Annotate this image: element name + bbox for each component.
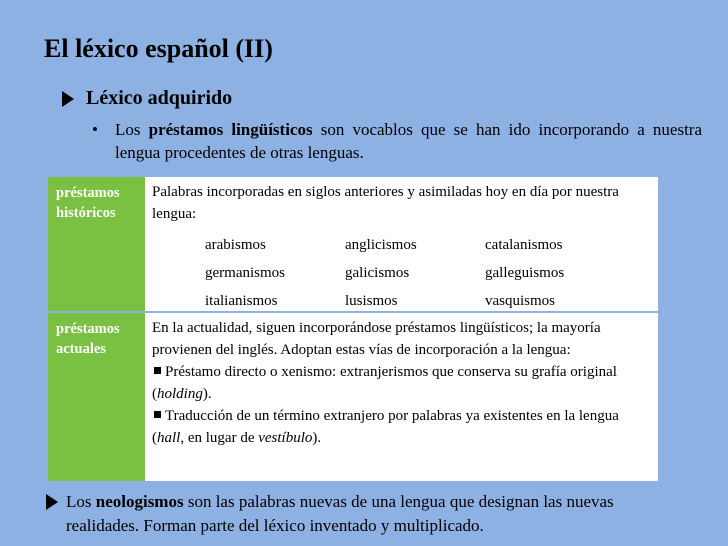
item2-mid: , en lugar de <box>180 430 259 446</box>
label-line: actuales <box>56 341 106 357</box>
intro-bullet <box>92 118 702 164</box>
label-line: préstamos <box>56 185 120 201</box>
item2-em2: vestíbulo <box>258 430 313 446</box>
grid-cell: galleguismos <box>485 264 565 281</box>
item2-em1: hall <box>157 430 181 446</box>
loanwords-table <box>48 177 658 481</box>
label-line: préstamos <box>56 321 120 337</box>
item1-em: holding <box>157 386 203 402</box>
bullet-dot-icon: • <box>92 120 98 139</box>
section-heading-text: Léxico adquirido <box>86 87 233 109</box>
bottom-post: son las palabras nuevas de una lengua que designan las nuevas realidades. Forman parte del léxico inventado y multiplicado. <box>66 492 614 535</box>
table-row-actuales <box>48 313 658 481</box>
grid-cell: germanismos <box>205 264 285 281</box>
incorporation-item-2 <box>152 405 652 449</box>
item1-pre: Préstamo directo o xenismo: extranjerismos que conserva su grafía original ( <box>152 364 617 402</box>
grid-row <box>205 259 625 287</box>
intro-pre: Los <box>115 120 141 139</box>
grid-cell: galicismos <box>345 264 410 281</box>
grid-cell: italianismos <box>205 292 278 309</box>
arrow-bullet-icon <box>46 494 58 510</box>
section-heading <box>62 87 232 110</box>
table-row-historicos <box>48 177 658 311</box>
square-bullet-icon <box>154 411 161 418</box>
item2-pre: Traducción de un término extranjero por palabras ya existentes en la lengua ( <box>152 408 619 446</box>
bottom-pre: Los <box>66 492 92 511</box>
neologism-bullet <box>46 490 686 538</box>
grid-cell: anglicismos <box>345 236 417 253</box>
intro-text <box>115 118 702 164</box>
row-text-historicos: Palabras incorporadas en siglos anteriores y asimiladas hoy en día por nuestra lengua: <box>152 184 619 222</box>
row-label-historicos <box>48 177 145 311</box>
label-line: históricos <box>56 205 116 221</box>
neologism-text <box>66 490 686 538</box>
arrow-bullet-icon <box>62 91 74 107</box>
row-text-actuales <box>152 317 652 449</box>
grid-cell: catalanismos <box>485 236 563 253</box>
item2-post: ). <box>312 430 322 446</box>
grid-cell: vasquismos <box>485 292 556 309</box>
grid-cell: lusismos <box>345 292 398 309</box>
incorporation-item-1 <box>152 361 652 405</box>
bottom-bold: neologismos <box>95 492 184 511</box>
row-label-actuales <box>48 313 145 481</box>
grid-cell: arabismos <box>205 236 266 253</box>
actuales-intro: En la actualidad, siguen incorporándose préstamos lingüísticos; la mayoría provienen del inglés. Adoptan estas vías de incorporación a la lengua: <box>152 320 601 358</box>
item1-post: ). <box>202 386 212 402</box>
page-title: El léxico español (II) <box>44 34 273 63</box>
square-bullet-icon <box>154 367 161 374</box>
loanword-grid <box>205 231 625 315</box>
intro-post: son vocablos que se han ido incorporando a nuestra lengua procedentes de otras lenguas. <box>115 120 703 162</box>
grid-row <box>205 231 625 259</box>
intro-bold: préstamos lingüísticos <box>148 120 313 139</box>
